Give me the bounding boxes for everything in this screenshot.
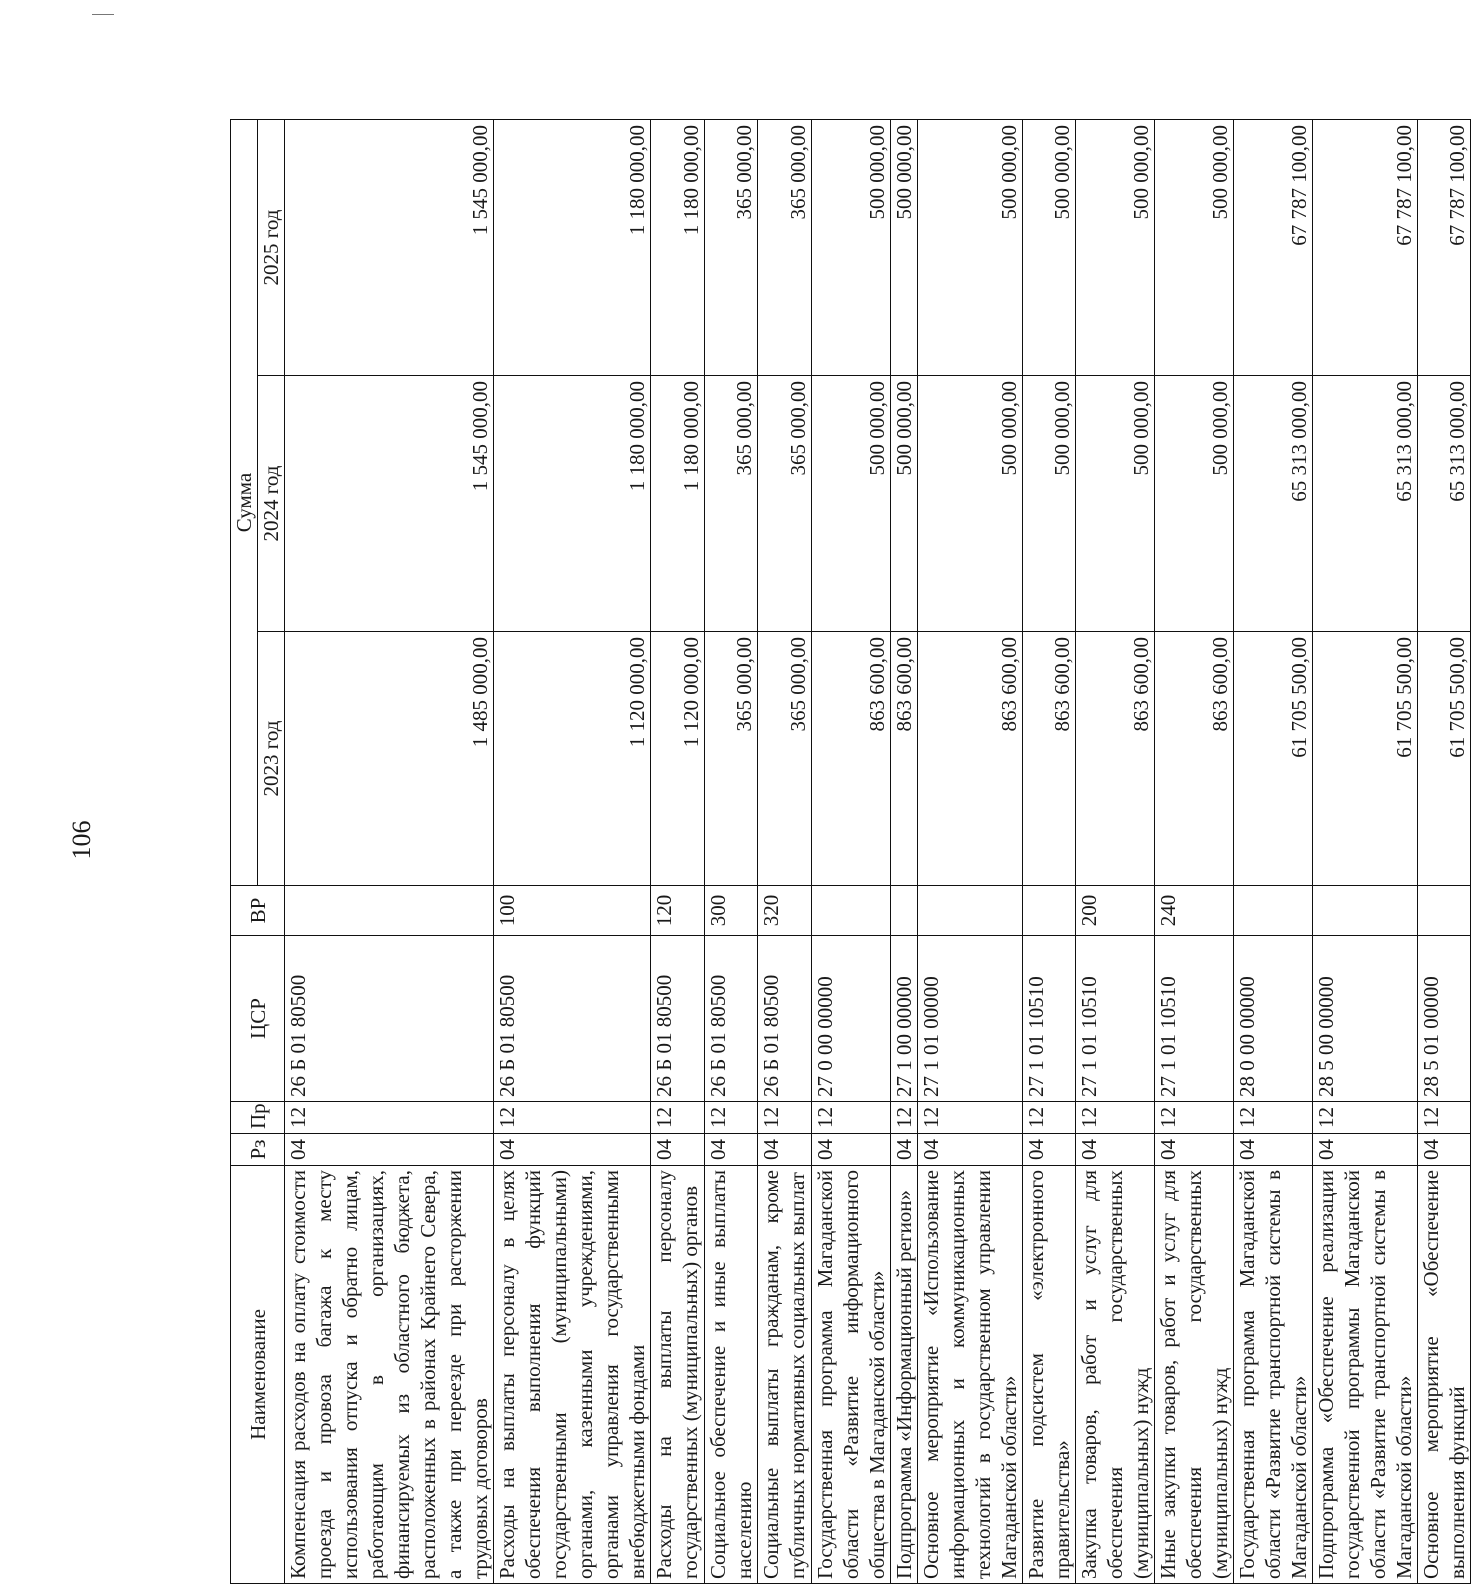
row-2023: 863 600,00 xyxy=(918,632,1023,886)
row-pr: 12 xyxy=(812,1102,891,1134)
row-rz: 04 xyxy=(758,1134,812,1166)
row-2023: 863 600,00 xyxy=(1076,632,1155,886)
row-csr: 26 Б 01 80500 xyxy=(705,936,758,1102)
row-csr: 27 1 01 00000 xyxy=(918,936,1023,1102)
row-2025: 1 545 000,00 xyxy=(285,119,494,375)
table-row xyxy=(285,119,494,1583)
row-name: Закупка товаров, работ и услуг для обеспечения государственных (муниципальных) нужд xyxy=(1076,1166,1155,1584)
row-csr: 26 Б 01 80500 xyxy=(651,936,705,1102)
row-csr: 27 1 00 00000 xyxy=(891,936,918,1102)
row-2023: 863 600,00 xyxy=(891,632,918,886)
row-pr: 12 xyxy=(285,1102,494,1134)
header-row xyxy=(231,119,258,1583)
row-pr: 12 xyxy=(891,1102,918,1134)
row-csr: 26 Б 01 80500 xyxy=(285,936,494,1102)
row-name: Компенсация расходов на оплату стоимости проезда и провоза багажа к месту использования отпуска и обратно лицам, работающим в организациях, финансируемых из областного бюджета, расположенных в районах Крайнего Севера, а также при переезде при расторжении трудовых договоров xyxy=(285,1166,494,1584)
header-pr: Пр xyxy=(231,1102,285,1134)
header-year-2024: 2024 год xyxy=(258,376,285,632)
row-pr: 12 xyxy=(1023,1102,1076,1134)
row-2024: 500 000,00 xyxy=(918,376,1023,632)
row-rz: 04 xyxy=(1155,1134,1234,1166)
row-2025: 500 000,00 xyxy=(1023,119,1076,375)
row-csr: 27 1 01 10510 xyxy=(1023,936,1076,1102)
row-2025: 1 180 000,00 xyxy=(651,119,705,375)
row-pr: 12 xyxy=(705,1102,758,1134)
row-2023: 863 600,00 xyxy=(1155,632,1234,886)
table-row xyxy=(651,119,705,1583)
row-csr: 27 1 01 10510 xyxy=(1076,936,1155,1102)
row-name: Подпрограмма «Информационный регион» xyxy=(891,1166,918,1584)
row-rz: 04 xyxy=(1234,1134,1313,1166)
row-2023: 1 120 000,00 xyxy=(651,632,705,886)
row-2024: 1 180 000,00 xyxy=(651,376,705,632)
row-name: Социальное обеспечение и иные выплаты населению xyxy=(705,1166,758,1584)
row-2025: 500 000,00 xyxy=(891,119,918,375)
row-name: Государственная программа Магаданской области «Развитие информационного общества в Магаданской области» xyxy=(812,1166,891,1584)
row-2023: 365 000,00 xyxy=(758,632,812,886)
row-rz: 04 xyxy=(1313,1134,1418,1166)
row-2025: 500 000,00 xyxy=(812,119,891,375)
row-2024: 365 000,00 xyxy=(705,376,758,632)
row-rz: 04 xyxy=(1418,1134,1471,1166)
row-csr: 26 Б 01 80500 xyxy=(758,936,812,1102)
table-row xyxy=(891,119,918,1583)
row-pr: 12 xyxy=(651,1102,705,1134)
row-rz: 04 xyxy=(891,1134,918,1166)
page-number: 106 xyxy=(67,820,96,860)
table-row xyxy=(1076,119,1155,1583)
row-pr: 12 xyxy=(1418,1102,1471,1134)
row-2023: 1 120 000,00 xyxy=(494,632,651,886)
row-pr: 12 xyxy=(1076,1102,1155,1134)
row-2024: 500 000,00 xyxy=(1155,376,1234,632)
row-vr: 120 xyxy=(651,886,705,936)
row-name: Основное мероприятие «Обеспечение выполнения функций xyxy=(1418,1166,1471,1584)
row-name: Государственная программа Магаданской области «Развитие транспортной системы в Магаданской области» xyxy=(1234,1166,1313,1584)
row-vr: 200 xyxy=(1076,886,1155,936)
row-2024: 65 313 000,00 xyxy=(1234,376,1313,632)
row-vr xyxy=(285,886,494,936)
row-2024: 500 000,00 xyxy=(812,376,891,632)
row-pr: 12 xyxy=(758,1102,812,1134)
row-vr xyxy=(1418,886,1471,936)
row-2024: 65 313 000,00 xyxy=(1313,376,1418,632)
row-2025: 67 787 100,00 xyxy=(1234,119,1313,375)
header-name: Наименование xyxy=(231,1166,285,1584)
row-2025: 365 000,00 xyxy=(705,119,758,375)
row-vr xyxy=(1313,886,1418,936)
row-name: Социальные выплаты гражданам, кроме публичных нормативных социальных выплат xyxy=(758,1166,812,1584)
row-vr: 320 xyxy=(758,886,812,936)
table-row xyxy=(1313,119,1418,1583)
row-2023: 365 000,00 xyxy=(705,632,758,886)
row-rz: 04 xyxy=(918,1134,1023,1166)
row-2024: 500 000,00 xyxy=(1023,376,1076,632)
row-2023: 1 485 000,00 xyxy=(285,632,494,886)
table-row xyxy=(758,119,812,1583)
row-vr: 240 xyxy=(1155,886,1234,936)
table-row xyxy=(494,119,651,1583)
row-2024: 365 000,00 xyxy=(758,376,812,632)
row-pr: 12 xyxy=(494,1102,651,1134)
row-name: Иные закупки товаров, работ и услуг для обеспечения государственных (муниципальных) нужд xyxy=(1155,1166,1234,1584)
row-2025: 365 000,00 xyxy=(758,119,812,375)
row-csr: 27 1 01 10510 xyxy=(1155,936,1234,1102)
row-2023: 863 600,00 xyxy=(812,632,891,886)
row-name: Основное мероприятие «Использование информационных и коммуникационных технологий в государственном управлении Магаданской области» xyxy=(918,1166,1023,1584)
row-pr: 12 xyxy=(1313,1102,1418,1134)
row-vr xyxy=(918,886,1023,936)
row-2024: 500 000,00 xyxy=(891,376,918,632)
row-csr: 28 5 01 00000 xyxy=(1418,936,1471,1102)
row-2023: 61 705 500,00 xyxy=(1313,632,1418,886)
scan-mark xyxy=(92,14,114,15)
row-csr: 26 Б 01 80500 xyxy=(494,936,651,1102)
row-2025: 500 000,00 xyxy=(1155,119,1234,375)
row-2025: 67 787 100,00 xyxy=(1313,119,1418,375)
row-2023: 61 705 500,00 xyxy=(1418,632,1471,886)
table-row xyxy=(705,119,758,1583)
row-name: Подпрограмма «Обеспечение реализации государственной программы Магаданской области «Развитие транспортной системы в Магаданской области» xyxy=(1313,1166,1418,1584)
row-2025: 500 000,00 xyxy=(1076,119,1155,375)
table-row xyxy=(1155,119,1234,1583)
row-2024: 1 180 000,00 xyxy=(494,376,651,632)
row-vr xyxy=(891,886,918,936)
table-row xyxy=(918,119,1023,1583)
row-rz: 04 xyxy=(812,1134,891,1166)
row-pr: 12 xyxy=(918,1102,1023,1134)
row-vr xyxy=(1023,886,1076,936)
row-csr: 27 0 00 00000 xyxy=(812,936,891,1102)
row-vr xyxy=(812,886,891,936)
row-pr: 12 xyxy=(1155,1102,1234,1134)
row-vr: 300 xyxy=(705,886,758,936)
row-2025: 500 000,00 xyxy=(918,119,1023,375)
header-csr: ЦСР xyxy=(231,936,285,1102)
rotated-table-container xyxy=(230,120,1469,1584)
row-name: Расходы на выплаты персоналу государственных (муниципальных) органов xyxy=(651,1166,705,1584)
row-vr xyxy=(1234,886,1313,936)
row-name: Развитие подсистем «электронного правительства» xyxy=(1023,1166,1076,1584)
row-name: Расходы на выплаты персоналу в целях обеспечения выполнения функций государственными (муниципальными) органами, казенными учреждениями, органами управления государственными внебюджетными фондами xyxy=(494,1166,651,1584)
row-csr: 28 0 00 00000 xyxy=(1234,936,1313,1102)
row-rz: 04 xyxy=(1023,1134,1076,1166)
budget-table xyxy=(230,119,1471,1584)
row-2025: 67 787 100,00 xyxy=(1418,119,1471,375)
table-row xyxy=(1418,119,1471,1583)
row-2023: 863 600,00 xyxy=(1023,632,1076,886)
header-sum: Сумма xyxy=(231,119,258,885)
row-2023: 61 705 500,00 xyxy=(1234,632,1313,886)
row-rz: 04 xyxy=(285,1134,494,1166)
row-rz: 04 xyxy=(1076,1134,1155,1166)
header-rz: Рз xyxy=(231,1134,285,1166)
table-row xyxy=(1023,119,1076,1583)
header-vr: ВР xyxy=(231,886,285,936)
row-rz: 04 xyxy=(651,1134,705,1166)
header-year-2025: 2025 год xyxy=(258,119,285,375)
row-vr: 100 xyxy=(494,886,651,936)
row-csr: 28 5 00 00000 xyxy=(1313,936,1418,1102)
header-year-2023: 2023 год xyxy=(258,632,285,886)
table-row xyxy=(1234,119,1313,1583)
row-rz: 04 xyxy=(705,1134,758,1166)
table-row xyxy=(812,119,891,1583)
row-pr: 12 xyxy=(1234,1102,1313,1134)
row-2024: 500 000,00 xyxy=(1076,376,1155,632)
row-2025: 1 180 000,00 xyxy=(494,119,651,375)
row-2024: 65 313 000,00 xyxy=(1418,376,1471,632)
row-rz: 04 xyxy=(494,1134,651,1166)
row-2024: 1 545 000,00 xyxy=(285,376,494,632)
